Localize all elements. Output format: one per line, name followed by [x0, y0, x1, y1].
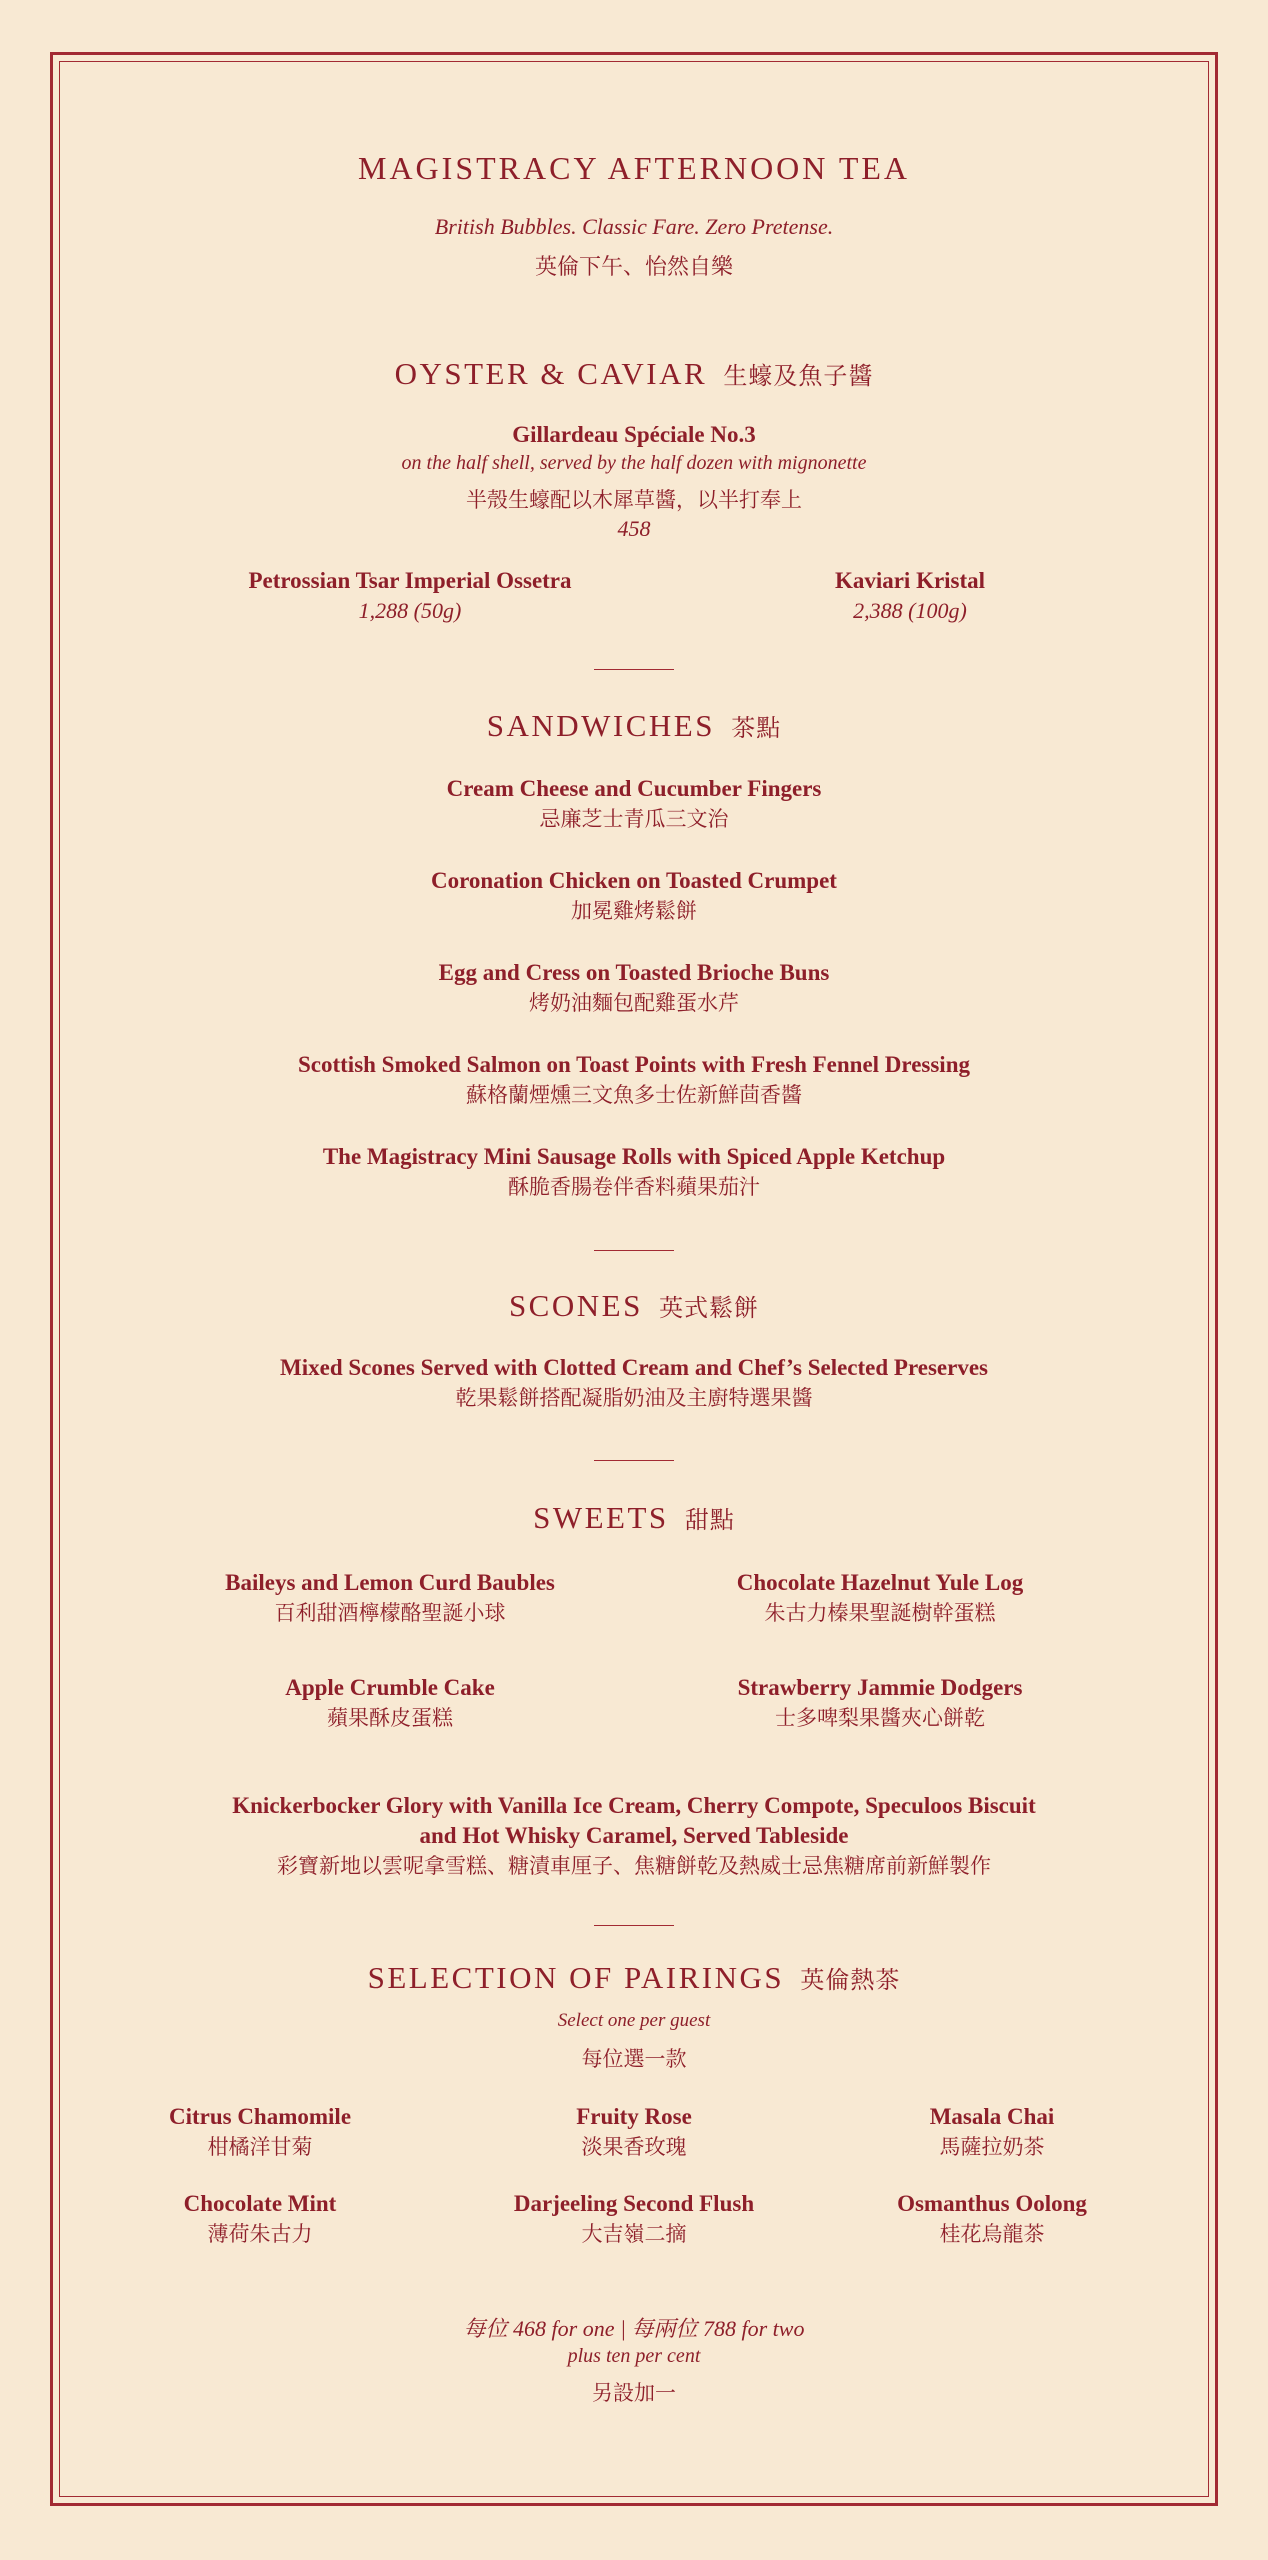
- item-zh: 烤奶油麵包配雞蛋水芹: [529, 991, 739, 1015]
- pairing-item: [842, 2189, 1142, 2249]
- section-heading-text: SELECTION OF PAIRINGS: [367, 1960, 785, 1995]
- item-name: Citrus Chamomile: [168, 2104, 352, 2129]
- item-price-gillardeau: 458: [617, 516, 651, 541]
- item-zh-gillardeau: 半殼生蠔配以木犀草醬，以半打奉上: [466, 488, 802, 512]
- menu-item: [650, 1673, 1110, 1733]
- pairing-item: [494, 2102, 774, 2162]
- item-price-kaviari: 2,388 (100g): [853, 598, 967, 623]
- item-name-line1: Knickerbocker Glory with Vanilla Ice Cream, Cherry Compote, Speculoos Biscuit: [232, 1793, 1036, 1818]
- item-name: Apple Crumble Cake: [285, 1675, 495, 1700]
- item-name: Mixed Scones Served with Clotted Cream and Chef’s Selected Preserves: [280, 1355, 988, 1380]
- section-heading-scones: [80, 1288, 1188, 1324]
- item-name: Chocolate Mint: [183, 2191, 337, 2216]
- pairings-note-zh: 每位選一款: [581, 2047, 687, 2071]
- section-heading-zh: 生蠔及魚子醬: [723, 364, 874, 390]
- item-name: Scottish Smoked Salmon on Toast Points with Fresh Fennel Dressing: [297, 1052, 970, 1077]
- item-kaviari: [700, 566, 1120, 626]
- item-name: Osmanthus Oolong: [897, 2191, 1087, 2216]
- section-divider: [594, 669, 674, 670]
- section-divider: [594, 1925, 674, 1926]
- item-price-ossetra: 1,288 (50g): [358, 598, 462, 623]
- menu-title: MAGISTRACY AFTERNOON TEA: [357, 150, 911, 186]
- item-name: Baileys and Lemon Curd Baubles: [225, 1570, 555, 1595]
- item-name-ossetra: Petrossian Tsar Imperial Ossetra: [248, 568, 572, 593]
- section-heading-text: SWEETS: [533, 1500, 669, 1535]
- item-name: Fruity Rose: [576, 2104, 692, 2129]
- pairing-item: [120, 2189, 400, 2249]
- item-zh: 桂花烏龍茶: [939, 2222, 1045, 2246]
- item-zh: 忌廉芝士青瓜三文治: [539, 807, 729, 831]
- item-ossetra: [160, 566, 660, 626]
- menu-tagline-zh: 英倫下午、怡然自樂: [534, 254, 733, 279]
- menu-item-feature: [80, 1791, 1188, 1881]
- item-zh: 乾果鬆餅搭配凝脂奶油及主廚特選果醬: [455, 1386, 813, 1410]
- item-zh: 薄荷朱古力: [207, 2222, 313, 2246]
- item-desc-gillardeau: on the half shell, served by the half dozen with mignonette: [401, 452, 867, 474]
- item-name: Masala Chai: [929, 2104, 1055, 2129]
- item-zh: 柑橘洋甘菊: [207, 2135, 313, 2159]
- section-heading-sweets: [80, 1500, 1188, 1536]
- item-zh: 蘋果酥皮蛋糕: [327, 1706, 453, 1730]
- section-heading-text: SANDWICHES: [486, 708, 715, 743]
- section-heading-oyster-caviar: [80, 356, 1188, 392]
- item-name-kaviari: Kaviari Kristal: [834, 568, 986, 593]
- pairings-note: Select one per guest: [557, 2010, 711, 2031]
- menu-item: [80, 1142, 1188, 1202]
- menu-item: [80, 774, 1188, 834]
- item-zh: 酥脆香腸卷伴香料蘋果茄汁: [508, 1175, 760, 1199]
- section-divider: [594, 1460, 674, 1461]
- pairing-item: [474, 2189, 794, 2249]
- service-charge-zh: 另設加一: [592, 2381, 676, 2405]
- item-name: Chocolate Hazelnut Yule Log: [736, 1570, 1024, 1595]
- item-name-line2: and Hot Whisky Caramel, Served Tableside: [419, 1823, 849, 1848]
- item-zh: 淡果香玫瑰: [581, 2135, 687, 2159]
- menu-item: [80, 958, 1188, 1018]
- pairing-item: [120, 2102, 400, 2162]
- menu-tagline: British Bubbles. Classic Fare. Zero Pretense.: [434, 214, 834, 239]
- menu-item: [80, 866, 1188, 926]
- price-line: 每位 468 for one | 每兩位 788 for two: [463, 2316, 805, 2341]
- section-heading-sandwiches: [80, 708, 1188, 744]
- menu-item: [160, 1673, 620, 1733]
- item-zh: 馬薩拉奶茶: [939, 2135, 1045, 2159]
- item-zh: 朱古力榛果聖誕樹幹蛋糕: [764, 1601, 996, 1625]
- service-charge: plus ten per cent: [567, 2345, 701, 2367]
- item-name: Egg and Cress on Toasted Brioche Buns: [438, 960, 830, 985]
- item-name: The Magistracy Mini Sausage Rolls with Spiced Apple Ketchup: [322, 1144, 946, 1169]
- item-zh: 蘇格蘭煙燻三文魚多士佐新鮮茴香醬: [466, 1083, 802, 1107]
- item-name: Strawberry Jammie Dodgers: [737, 1675, 1023, 1700]
- item-zh: 彩寶新地以雲呢拿雪糕、糖漬車厘子、焦糖餅乾及熱威士忌焦糖席前新鮮製作: [277, 1854, 991, 1878]
- item-name: Coronation Chicken on Toasted Crumpet: [431, 868, 837, 893]
- menu-item: [80, 1353, 1188, 1413]
- section-heading-zh: 甜點: [684, 1508, 735, 1534]
- section-heading-zh: 茶點: [731, 716, 782, 742]
- item-name: Darjeeling Second Flush: [513, 2191, 755, 2216]
- item-name-gillardeau: Gillardeau Spéciale No.3: [512, 422, 756, 447]
- section-heading-text: SCONES: [508, 1288, 643, 1323]
- item-zh: 士多啤梨果醬夾心餅乾: [775, 1706, 985, 1730]
- menu-item: [80, 1050, 1188, 1110]
- section-heading-zh: 英倫熱茶: [800, 1968, 901, 1994]
- section-heading-text: OYSTER & CAVIAR: [394, 356, 708, 391]
- item-name: Cream Cheese and Cucumber Fingers: [446, 776, 822, 801]
- section-divider: [594, 1250, 674, 1251]
- item-zh: 大吉嶺二摘: [581, 2222, 687, 2246]
- menu-item: [160, 1568, 620, 1628]
- section-heading-pairings: [80, 1960, 1188, 1996]
- section-heading-zh: 英式鬆餅: [659, 1296, 760, 1322]
- pairing-item: [842, 2102, 1142, 2162]
- item-zh: 百利甜酒檸檬酪聖誕小球: [274, 1601, 506, 1625]
- item-zh: 加冕雞烤鬆餅: [571, 899, 697, 923]
- menu-item: [650, 1568, 1110, 1628]
